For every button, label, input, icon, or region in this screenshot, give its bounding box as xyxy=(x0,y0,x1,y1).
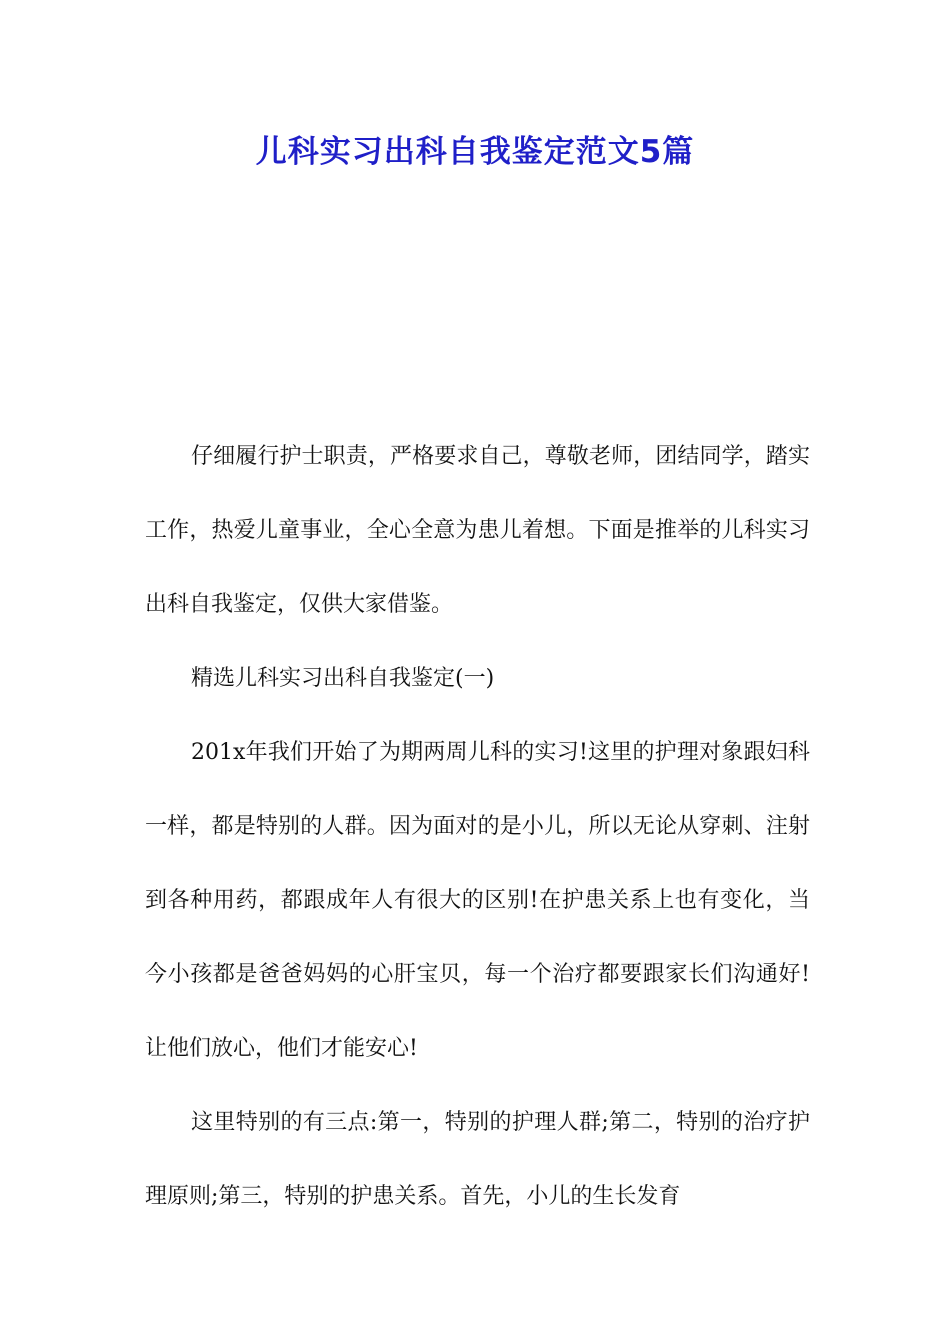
document-title: 儿科实习出科自我鉴定范文5篇 xyxy=(255,134,695,170)
paragraph-three-points: 这里特别的有三点:第一，特别的护理人群;第二，特别的治疗护理原则;第三，特别的护患关系。首先，小儿的生长发育 xyxy=(145,1110,810,1209)
paragraph-internship-overview: 201x年我们开始了为期两周儿科的实习!这里的护理对象跟妇科一样，都是特别的人群。因为面对的是小儿，所以无论从穿刺、注射到各种用药，都跟成年人有很大的区别!在护患关系上也有变化，当今小孩都是爸爸妈妈的心肝宝贝，每一个治疗都要跟家长们沟通好!让他们放心，他们才能安心! xyxy=(145,740,810,1061)
paragraph-section-heading: 精选儿科实习出科自我鉴定(一) xyxy=(191,666,495,691)
document-body xyxy=(145,420,810,1234)
paragraph-intro: 仔细履行护士职责，严格要求自己，尊敬老师，团结同学，踏实工作，热爱儿童事业，全心全意为患儿着想。下面是推举的儿科实习出科自我鉴定，仅供大家借鉴。 xyxy=(145,444,810,617)
